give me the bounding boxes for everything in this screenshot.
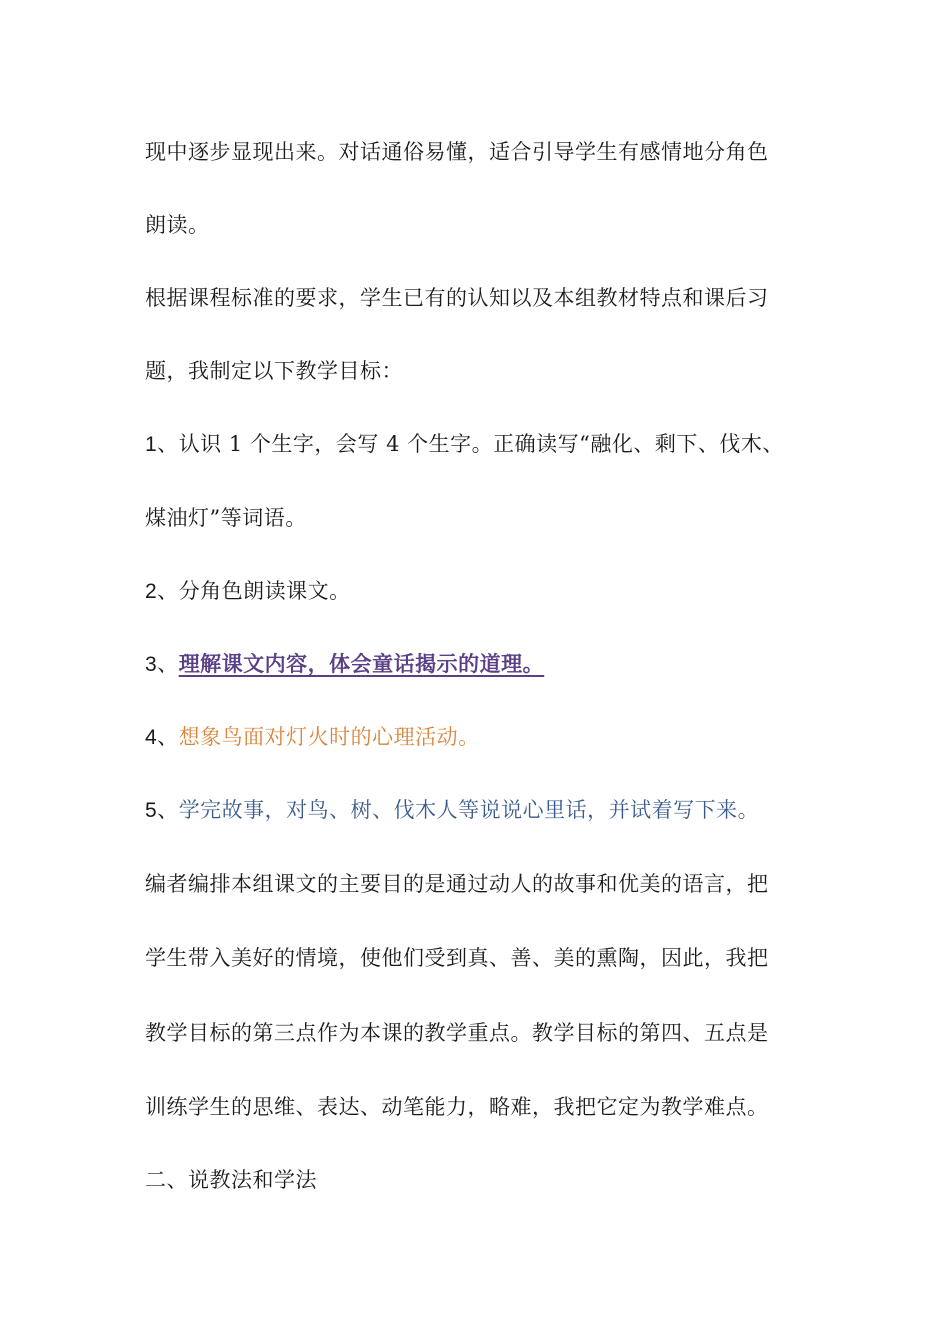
paragraph-text: 朗读。 xyxy=(145,213,210,237)
list-number: 4、 xyxy=(145,726,179,749)
list-number: 2、 xyxy=(145,580,179,603)
paragraph-text: 编者编排本组课文的主要目的是通过动人的故事和优美的语言，把 xyxy=(145,872,769,896)
section-heading-text: 二、说教法和学法 xyxy=(145,1168,317,1192)
paragraph-line xyxy=(145,1092,825,1122)
paragraph-line xyxy=(145,943,825,973)
paragraph-line xyxy=(145,210,825,240)
objective-text: 分角色朗读课文。 xyxy=(178,579,351,603)
paragraph-text: 教学目标的第三点作为本课的教学重点。教学目标的第四、五点是 xyxy=(145,1021,769,1045)
section-heading xyxy=(145,1165,825,1195)
objective-item-2 xyxy=(145,576,825,607)
objective-item-4 xyxy=(145,722,825,753)
paragraph-line xyxy=(145,283,825,313)
paragraph-line xyxy=(145,1018,825,1048)
list-number: 3、 xyxy=(145,653,179,676)
paragraph-text: 训练学生的思维、表达、动笔能力，略难，我把它定为教学难点。 xyxy=(145,1095,769,1119)
paragraph-line xyxy=(145,503,825,533)
objective-item-5 xyxy=(145,795,825,826)
paragraph-text: 根据课程标准的要求，学生已有的认知以及本组教材特点和课后习 xyxy=(145,286,769,310)
paragraph-text: 现中逐步显现出来。对话通俗易懂，适合引导学生有感情地分角色 xyxy=(145,140,769,164)
objective-item-1 xyxy=(145,429,825,460)
list-number: 5、 xyxy=(145,799,179,822)
paragraph-text: 学生带入美好的情境，使他们受到真、善、美的熏陶，因此，我把 xyxy=(145,946,769,970)
paragraph-line xyxy=(145,356,825,386)
paragraph-text: 题，我制定以下教学目标： xyxy=(145,359,403,383)
objective-item-3 xyxy=(145,649,825,680)
list-number: 1、 xyxy=(145,433,179,456)
objective-text-highlighted: 学完故事，对鸟、树、伐木人等说说心里话，并试着写下来。 xyxy=(178,798,760,822)
paragraph-line xyxy=(145,869,825,899)
objective-text: 认识 1 个生字，会写 4 个生字。正确读写“融化、剩下、伐木、 xyxy=(178,432,784,456)
objective-text-highlighted: 理解课文内容，体会童话揭示的道理。 xyxy=(178,651,545,676)
paragraph-line xyxy=(145,137,825,167)
objective-text-highlighted: 想象鸟面对灯火时的心理活动。 xyxy=(178,725,480,749)
paragraph-text: 煤油灯”等词语。 xyxy=(145,506,307,530)
